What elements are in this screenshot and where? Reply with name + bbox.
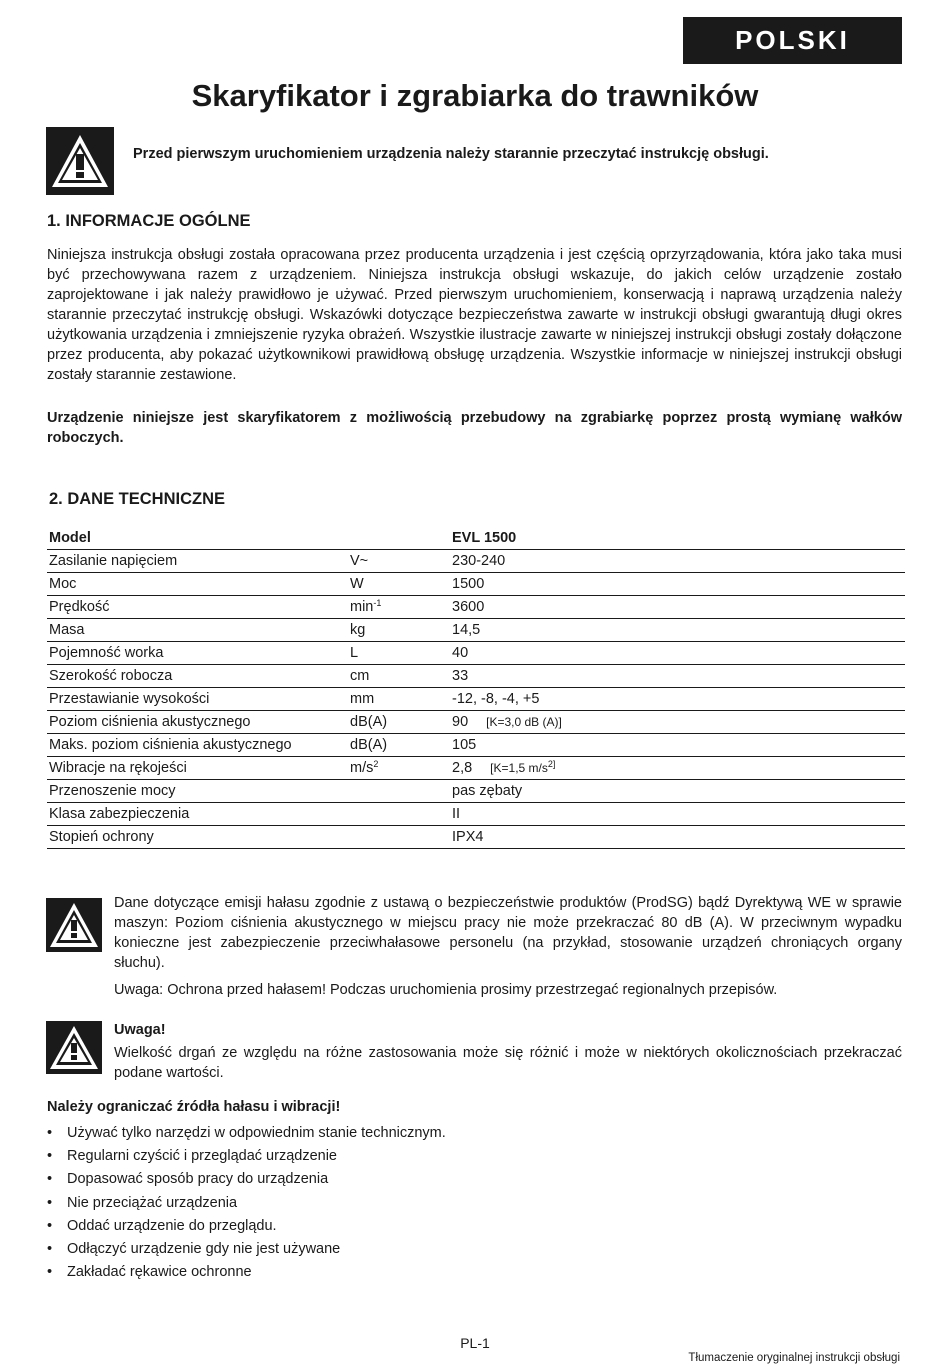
spec-label-text: Przenoszenie mocy <box>49 783 176 799</box>
spec-value-text: 230-240 <box>452 553 506 569</box>
table-row <box>47 711 905 734</box>
section-heading-general: 1. INFORMACJE OGÓLNE <box>47 212 251 230</box>
spec-label <box>47 711 348 734</box>
table-row <box>47 619 905 642</box>
bullet-icon: • <box>47 1171 53 1188</box>
spec-unit-text: mm <box>350 691 375 707</box>
spec-label-text: Wibracje na rękojeści <box>49 760 187 776</box>
page-number: PL-1 <box>460 1335 490 1351</box>
header-unit <box>348 527 450 550</box>
section-heading-technical: 2. DANE TECHNICZNE <box>49 490 226 508</box>
list-item <box>47 1215 446 1238</box>
spec-value <box>450 780 905 803</box>
spec-label-text: Szerokość robocza <box>49 668 173 684</box>
spec-value <box>450 642 905 665</box>
spec-tolerance-text: [K=1,5 m/s <box>490 761 548 775</box>
spec-label-text: Masa <box>49 622 85 638</box>
spec-value-text: -12, -8, -4, +5 <box>452 691 540 707</box>
spec-value-text: 1500 <box>452 576 485 592</box>
spec-unit <box>348 757 450 780</box>
spec-unit-text: V~ <box>350 553 369 569</box>
spec-label-text: Maks. poziom ciśnienia akustycznego <box>49 737 292 753</box>
spec-value-text: 3600 <box>452 599 485 615</box>
noise-note-warning: Uwaga: Ochrona przed hałasem! Podczas uruchomienia prosimy przestrzegać regionalnych przepisów. <box>114 982 778 998</box>
spec-label <box>47 619 348 642</box>
spec-value <box>450 573 905 596</box>
spec-unit <box>348 688 450 711</box>
table-row <box>47 688 905 711</box>
spec-label <box>47 573 348 596</box>
footer-note: Tłumaczenie oryginalnej instrukcji obsługi <box>688 1352 900 1364</box>
spec-unit-text: min <box>350 599 374 615</box>
bullet-icon: • <box>47 1125 53 1141</box>
general-paragraph: Niniejsza instrukcja obsługi została opracowana przez producenta urządzenia i jest częścią oprzyrządowania, która jako taka musi być przechowywana razem z urządzeniem. Niniejsza instrukcja obsługi wskazuje, do jakich celów urządzenie zostało zaprojektowane i jak należy prawidłowo je używać. Przed pierwszym uruchomieniem, konserwacją i naprawą urządzenia należy starannie przeczytać instrukcję obsługi. Wskazówki dotyczące bezpieczeństwa zawarte w instrukcji obsługi gwarantują długi okres użytkowania urządzenia i zmniejszenie ryzyka obrażeń. Wszystkie ilustracje zawarte w niniejszej instrukcji obsługi zostały dołączone przez producenta, aby pokazać użytkownikowi prawidłową obsługę urządzenia. Wszystkie informacje w niniejszej instrukcji obsługi zostały starannie zestawione. <box>47 247 902 383</box>
list-item <box>47 1261 446 1284</box>
table-row <box>47 780 905 803</box>
spec-value-text: 40 <box>452 645 469 661</box>
warning-triangle-icon <box>46 898 102 952</box>
spec-unit-text: kg <box>350 622 366 638</box>
list-item <box>47 1168 446 1191</box>
spec-tolerance-superscript: 2] <box>547 759 556 769</box>
spec-value-text: 2,8 <box>452 760 473 776</box>
table-row <box>47 826 905 849</box>
spec-value <box>450 711 905 734</box>
list-item-text: Nie przeciążać urządzenia <box>67 1194 238 1211</box>
intro-note: Przed pierwszym uruchomieniem urządzenia należy starannie przeczytać instrukcję obsługi. <box>133 146 769 162</box>
spec-unit <box>348 550 450 573</box>
spec-value <box>450 596 905 619</box>
spec-unit <box>348 596 450 619</box>
spec-unit-text: dB(A) <box>350 714 388 730</box>
spec-value <box>450 665 905 688</box>
language-label: POLSKI <box>735 25 850 55</box>
spec-value-text: 14,5 <box>452 622 481 638</box>
spec-unit <box>348 780 450 803</box>
spec-unit-text: cm <box>350 668 370 684</box>
spec-value <box>450 826 905 849</box>
list-item-text: Regularni czyścić i przeglądać urządzenie <box>67 1148 337 1165</box>
list-item-text: Dopasować sposób pracy do urządzenia <box>67 1171 329 1188</box>
warning-triangle-icon <box>46 127 114 195</box>
list-item <box>47 1145 446 1168</box>
spec-value <box>450 688 905 711</box>
table-row <box>47 642 905 665</box>
spec-value <box>450 619 905 642</box>
spec-label-text: Poziom ciśnienia akustycznego <box>49 714 251 730</box>
spec-value-text: II <box>452 806 461 822</box>
spec-label <box>47 803 348 826</box>
header-model-label: Model <box>47 527 348 550</box>
spec-label <box>47 826 348 849</box>
table-row <box>47 665 905 688</box>
spec-value <box>450 757 905 780</box>
list-item-text: Zakładać rękawice ochronne <box>67 1264 252 1281</box>
noise-note-paragraph: Dane dotyczące emisji hałasu zgodnie z ustawą o bezpieczeństwie produktów (ProdSG) bądź Dyrektywą WE w sprawie maszyn: Poziom ciśnienia akustycznego w miejscu pracy nie może przekraczać 80 dB (A). W przeciwnym wypadku konieczne jest zabezpieczenie przeciwhałasowe personelu (na przykład, stosowanie urządzeń chroniących organy słuchu). <box>114 895 902 971</box>
spec-label-text: Stopień ochrony <box>49 829 154 845</box>
spec-label-text: Moc <box>49 576 77 592</box>
spec-unit <box>348 619 450 642</box>
bullet-icon: • <box>47 1264 53 1281</box>
recommendation-list <box>47 1122 446 1284</box>
spec-unit <box>348 711 450 734</box>
spec-unit-text: dB(A) <box>350 737 388 753</box>
spec-tolerance-note <box>486 715 562 729</box>
spec-label <box>47 688 348 711</box>
spec-unit-text: m/s <box>350 760 374 776</box>
spec-value <box>450 550 905 573</box>
spec-value <box>450 803 905 826</box>
conversion-paragraph: Urządzenie niniejsze jest skaryfikatorem z możliwością przebudowy na zgrabiarkę poprzez prostą wymianę wałków roboczych. <box>47 410 902 446</box>
table-row <box>47 757 905 780</box>
spec-label <box>47 665 348 688</box>
spec-unit-superscript: 2 <box>373 759 379 769</box>
header-model-value: EVL 1500 <box>450 527 905 550</box>
bullet-icon: • <box>47 1217 53 1234</box>
spec-value <box>450 734 905 757</box>
bullet-icon: • <box>47 1148 53 1165</box>
spec-label-text: Klasa zabezpieczenia <box>49 806 190 822</box>
table-row <box>47 734 905 757</box>
spec-unit-superscript: -1 <box>373 598 382 608</box>
spec-unit <box>348 642 450 665</box>
spec-label <box>47 550 348 573</box>
spec-unit <box>348 573 450 596</box>
spec-unit-text: L <box>350 645 359 661</box>
document-title: Skaryfikator i zgrabiarka do trawników <box>191 78 759 113</box>
spec-label <box>47 780 348 803</box>
spec-tolerance-note <box>490 761 555 775</box>
spec-label <box>47 734 348 757</box>
spec-label <box>47 596 348 619</box>
spec-label <box>47 757 348 780</box>
list-item-text: Używać tylko narzędzi w odpowiednim stanie technicznym. <box>67 1125 446 1141</box>
spec-unit <box>348 734 450 757</box>
spec-unit <box>348 826 450 849</box>
table-row <box>47 596 905 619</box>
bullet-icon: • <box>47 1240 53 1257</box>
spec-value-text: 90 <box>452 714 469 730</box>
vibration-note-title: Uwaga! <box>114 1022 166 1038</box>
spec-value-text: 33 <box>452 668 469 684</box>
list-item <box>47 1122 446 1145</box>
list-item-text: Oddać urządzenie do przeglądu. <box>67 1217 277 1234</box>
spec-unit-text: W <box>350 576 364 592</box>
spec-unit <box>348 665 450 688</box>
table-row <box>47 573 905 596</box>
language-tab <box>683 17 902 64</box>
table-header-row <box>47 527 905 550</box>
vibration-note-paragraph: Wielkość drgań ze względu na różne zastosowania może się różnić i może w niektórych okolicznościach przekraczać podane wartości. <box>114 1045 902 1081</box>
warning-triangle-icon <box>46 1021 102 1074</box>
spec-value-text: pas zębaty <box>452 783 523 799</box>
spec-label-text: Pojemność worka <box>49 645 164 661</box>
list-item <box>47 1238 446 1261</box>
spec-value-text: IPX4 <box>452 829 484 845</box>
bullet-icon: • <box>47 1194 53 1211</box>
spec-table <box>47 527 905 849</box>
list-item-text: Odłączyć urządzenie gdy nie jest używane <box>67 1240 341 1257</box>
spec-tolerance-text: [K=3,0 dB (A)] <box>486 715 562 729</box>
spec-label-text: Prędkość <box>49 599 110 615</box>
spec-unit <box>348 803 450 826</box>
list-item <box>47 1192 446 1215</box>
spec-label-text: Przestawianie wysokości <box>49 691 210 707</box>
spec-label-text: Zasilanie napięciem <box>49 553 178 569</box>
table-row <box>47 803 905 826</box>
spec-value-text: 105 <box>452 737 477 753</box>
limit-heading: Należy ograniczać źródła hałasu i wibracji! <box>47 1099 341 1115</box>
table-row <box>47 550 905 573</box>
spec-label <box>47 642 348 665</box>
